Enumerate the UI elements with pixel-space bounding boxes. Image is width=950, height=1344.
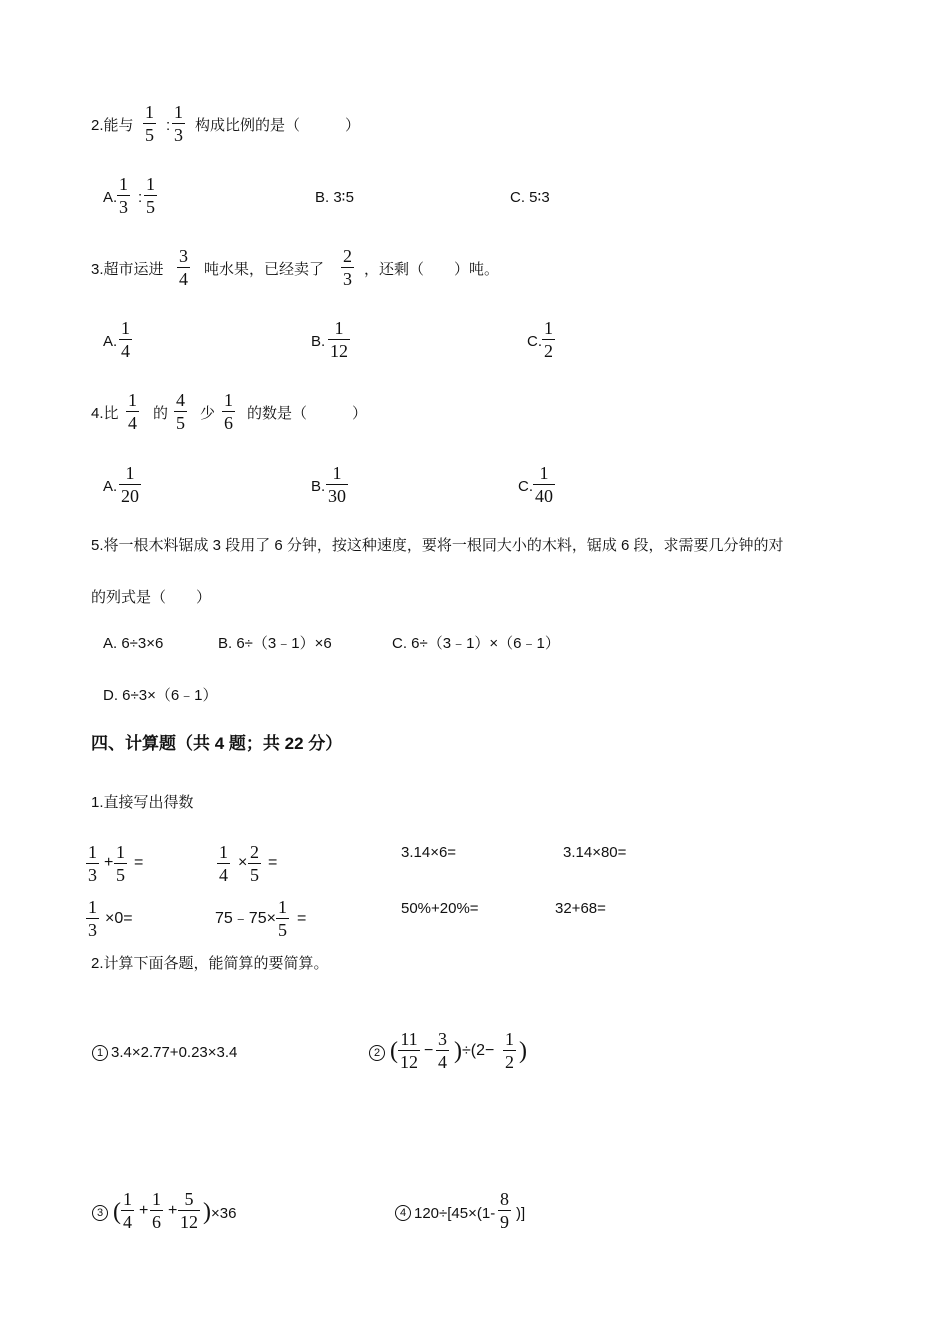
numerator: 1 (88, 842, 97, 862)
section-heading: 四、计算题（共 4 题；共 22 分） (91, 734, 343, 753)
numerator: 1 (145, 102, 154, 122)
q3-option-b-label: B. (311, 333, 326, 350)
calc-2-p4-head: 120÷[45×(1- (414, 1205, 496, 1222)
denominator: 3 (119, 197, 128, 217)
denominator: 3 (174, 125, 183, 145)
denominator: 9 (500, 1212, 509, 1232)
calc-2-p3-fraction-2 (150, 1190, 163, 1231)
minus-sign: − (424, 1042, 434, 1059)
calc-1-e2-fraction-1 (217, 843, 230, 884)
q3-middle: 吨水果，已经卖了 (204, 261, 325, 278)
equals-sign: = (268, 854, 278, 871)
denominator: 5 (145, 125, 154, 145)
denominator: 3 (88, 920, 97, 940)
calc-2-problem-2-mark (369, 1045, 388, 1061)
q2-option-a-fraction-2 (144, 175, 157, 216)
denominator: 6 (224, 413, 233, 433)
numerator: 1 (174, 102, 183, 122)
denominator: 4 (128, 413, 137, 433)
denominator: 5 (176, 413, 185, 433)
numerator: 1 (539, 463, 549, 483)
q2-fraction-2 (172, 103, 185, 144)
numerator: 1 (121, 318, 130, 338)
q4-option-a-fraction (119, 464, 141, 505)
denominator: 4 (179, 269, 188, 289)
denominator: 40 (535, 486, 553, 506)
calc-2-p4-fraction (498, 1190, 511, 1231)
numerator: 1 (116, 842, 125, 862)
q4-de: 的 (153, 405, 169, 422)
denominator: 2 (505, 1052, 514, 1072)
denominator: 5 (250, 865, 259, 885)
numerator: 1 (123, 1189, 132, 1209)
q3-prefix: 3.超市运进 (91, 261, 164, 278)
calc-2-p2-fraction-3 (503, 1030, 516, 1071)
q2-prefix: 2.能与 (91, 117, 134, 134)
left-paren: ( (390, 1038, 398, 1064)
calc-1-e1-fraction-2 (114, 843, 127, 884)
calc-2-p3-fraction-3 (178, 1190, 200, 1231)
calc-1-e6-head: 75﹣75× (215, 910, 276, 927)
q5-line-1: 5.将一根木料锯成 3 段用了 6 分钟，按这种速度，要将一根同大小的木料，锯成 6 段，求需要几分钟的对 (91, 537, 784, 554)
numerator: 1 (224, 390, 233, 410)
denominator: 12 (180, 1212, 198, 1232)
calc-2-p2-fraction-2 (436, 1030, 449, 1071)
denominator: 5 (146, 197, 155, 217)
q4-option-a-label: A. (103, 478, 118, 495)
circled-number: 1 (92, 1045, 108, 1061)
denominator: 5 (278, 920, 287, 940)
calc-2-p3-fraction-1 (121, 1190, 134, 1231)
right-paren: ) (203, 1199, 211, 1225)
equals-sign: = (297, 910, 307, 927)
circled-number: 3 (92, 1205, 108, 1221)
q3-suffix: ，还剩（ ）吨。 (364, 261, 500, 278)
numerator: 1 (219, 842, 228, 862)
calc-2-p2-fraction-1 (398, 1030, 420, 1071)
q4-option-b-label: B. (311, 478, 326, 495)
numerator: 1 (128, 390, 137, 410)
denominator: 3 (343, 269, 352, 289)
q3-option-a-label: A. (103, 333, 118, 350)
calc-1-title: 1.直接写出得数 (91, 794, 194, 811)
q4-prefix: 4.比 (91, 405, 119, 422)
numerator: 1 (152, 1189, 161, 1209)
q2-option-a-colon: : (138, 189, 143, 206)
q5-option-c: C. 6÷（3﹣1）×（6﹣1） (392, 635, 560, 652)
calc-1-e8: 32+68= (555, 900, 606, 917)
denominator: 30 (328, 486, 346, 506)
numerator: 1 (505, 1029, 514, 1049)
plus-sign: + (104, 854, 114, 871)
q5-option-d: D. 6÷3×（6﹣1） (103, 687, 218, 704)
numerator: 1 (119, 174, 128, 194)
circled-number: 2 (369, 1045, 385, 1061)
denominator: 12 (330, 341, 348, 361)
q5-line-2: 的列式是（ ） (91, 589, 212, 606)
calc-1-e5-fraction (86, 898, 99, 939)
calc-1-e7: 50%+20%= (401, 900, 479, 917)
numerator: 1 (334, 318, 344, 338)
right-paren: ) (519, 1038, 527, 1064)
denominator: 4 (219, 865, 228, 885)
numerator: 1 (146, 174, 155, 194)
q3-fraction-1 (177, 247, 190, 288)
numerator: 5 (184, 1189, 194, 1209)
calc-2-problem-3-mark (92, 1205, 111, 1221)
equals-sign: = (134, 854, 144, 871)
q3-option-c-label: C. (527, 333, 542, 350)
calc-1-e4: 3.14×80= (563, 844, 627, 861)
right-paren: ) (454, 1038, 462, 1064)
numerator: 1 (544, 318, 553, 338)
denominator: 12 (400, 1052, 418, 1072)
numerator: 3 (179, 246, 188, 266)
plus-sign: + (168, 1202, 178, 1219)
calc-1-e5-tail: ×0= (105, 910, 133, 927)
times-sign: × (238, 854, 248, 871)
q4-option-c-fraction (533, 464, 555, 505)
denominator: 4 (438, 1052, 447, 1072)
numerator: 4 (176, 390, 185, 410)
calc-1-e3: 3.14×6= (401, 844, 457, 861)
calc-2-title: 2.计算下面各题，能简算的要简算。 (91, 955, 329, 972)
q3-option-b-fraction (328, 319, 350, 360)
left-paren: ( (113, 1199, 121, 1225)
circled-number: 4 (395, 1205, 411, 1221)
q4-suffix: 的数是（ ） (247, 405, 368, 422)
q5-option-a: A. 6÷3×6 (103, 635, 164, 652)
calc-2-problem-1 (92, 1045, 237, 1061)
calc-2-p3-tail: ×36 (211, 1205, 237, 1222)
q4-option-b-fraction (326, 464, 348, 505)
calc-2-p4-tail: )] (516, 1205, 526, 1222)
numerator: 1 (88, 897, 97, 917)
calc-2-p2-divide: ÷(2− (462, 1042, 495, 1059)
denominator: 4 (123, 1212, 132, 1232)
denominator: 20 (121, 486, 139, 506)
q2-colon: : (166, 117, 171, 134)
q2-option-b: B. 3∶5 (315, 189, 354, 206)
denominator: 2 (544, 341, 553, 361)
denominator: 5 (116, 865, 125, 885)
q4-fraction-2 (174, 391, 187, 432)
numerator: 2 (250, 842, 259, 862)
numerator: 1 (278, 897, 287, 917)
q2-suffix: 构成比例的是（ ） (195, 117, 361, 134)
calc-2-problem-4-mark (395, 1205, 414, 1221)
numerator: 8 (500, 1189, 509, 1209)
q4-fraction-3 (222, 391, 235, 432)
q3-option-a-fraction (119, 319, 132, 360)
q2-option-a-fraction-1 (117, 175, 130, 216)
q5-option-b: B. 6÷（3﹣1）×6 (218, 635, 332, 652)
denominator: 3 (88, 865, 97, 885)
numerator: 1 (332, 463, 342, 483)
numerator: 1 (125, 463, 135, 483)
q3-option-c-fraction (542, 319, 555, 360)
calc-1-e1-fraction-1 (86, 843, 99, 884)
calc-1-e6-fraction (276, 898, 289, 939)
q2-option-c: C. 5∶3 (510, 189, 550, 206)
calc-1-e2-fraction-2 (248, 843, 261, 884)
q3-fraction-2 (341, 247, 354, 288)
numerator: 2 (343, 246, 352, 266)
numerator: 3 (438, 1029, 447, 1049)
q4-shao: 少 (200, 405, 216, 422)
q4-option-c-label: C. (518, 478, 533, 495)
q2-option-a-label: A. (103, 189, 118, 206)
denominator: 6 (152, 1212, 161, 1232)
denominator: 4 (121, 341, 130, 361)
plus-sign: + (139, 1202, 149, 1219)
q2-fraction-1 (143, 103, 156, 144)
q4-fraction-1 (126, 391, 139, 432)
numerator: 11 (400, 1029, 418, 1049)
problem-expression: 3.4×2.77+0.23×3.4 (111, 1044, 238, 1061)
